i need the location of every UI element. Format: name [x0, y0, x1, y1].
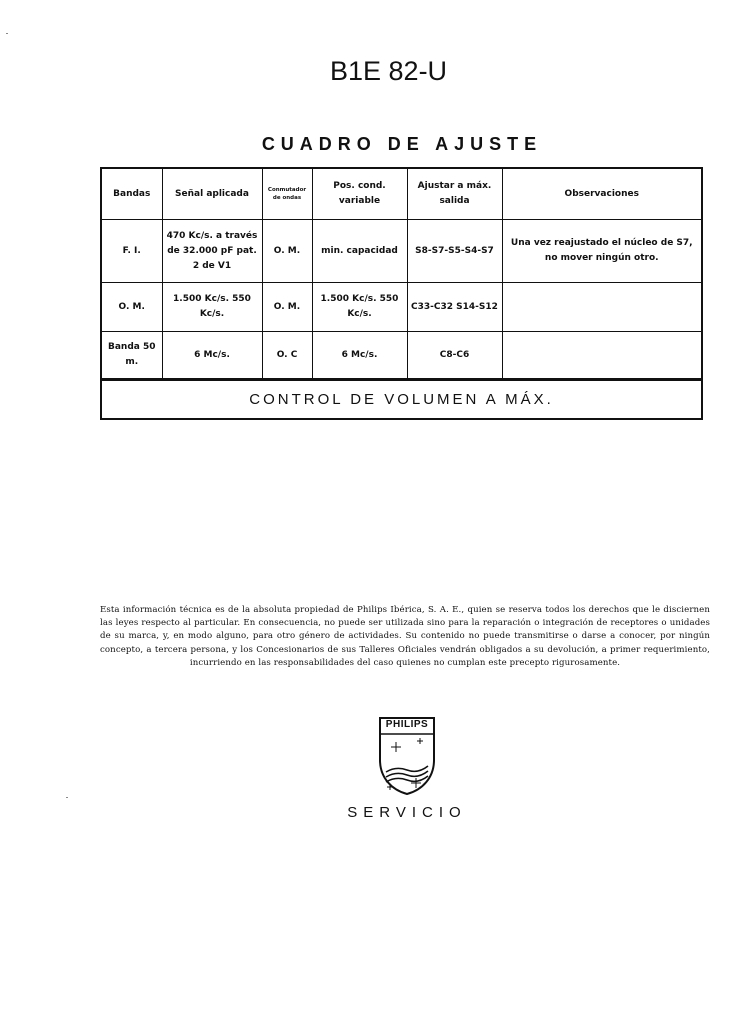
table-row [102, 332, 701, 379]
table-cell: min. capacidad [312, 220, 407, 283]
table-cell: O. M. [262, 283, 312, 332]
table-cell: C8-C6 [407, 332, 502, 379]
col-header-senal: Señal aplicada [162, 169, 262, 220]
table-cell: C33-C32 S14-S12 [407, 283, 502, 332]
page-heading: CUADRO DE AJUSTE [261, 134, 543, 154]
adjustment-table [100, 167, 703, 420]
table-cell: 6 Mc/s. [312, 332, 407, 379]
table-cell: O. C [262, 332, 312, 379]
col-header-condensador: Pos. cond. variable [312, 169, 407, 220]
table-cell: Una vez reajustado el núcleo de S7, no mover ningún otro. [502, 220, 701, 283]
table-cell: 1.500 Kc/s. 550 Kc/s. [162, 283, 262, 332]
volume-control-note: CONTROL DE VOLUMEN A MÁX. [102, 379, 701, 418]
table-row [102, 220, 701, 283]
table-cell: F. I. [102, 220, 162, 283]
table-cell: 470 Kc/s. a través de 32.000 pF pat. 2 de V1 [162, 220, 262, 283]
col-header-observaciones: Observaciones [502, 169, 701, 220]
table-cell [502, 283, 701, 332]
table-row [102, 283, 701, 332]
table-cell: O. M. [262, 220, 312, 283]
table-cell [502, 332, 701, 379]
table-header-row [102, 169, 701, 220]
col-header-ajustar: Ajustar a máx. salida [407, 169, 502, 220]
table-cell: O. M. [102, 283, 162, 332]
legal-notice: Esta información técnica es de la absoluta propiedad de Philips Ibérica, S. A. E., quien se reserva todos los derechos que le disciernen las leyes respecto al particular. En consecuencia, no puede ser utilizada sino para la reparación o integración de receptores o unidades de su marca, y, en modo alguno, para otro género de actividades. Su contenido no puede transmitirse o darse a conocer, por ningún concepto, a tercera persona, y los Concesionarios de sus Talleres Oficiales vendrán obligados a su devolución, a primer requerimiento, incurriendo en las responsabilidades del caso quienes no cumplan este precepto rigurosamente. [100, 605, 710, 668]
table-cell: 1.500 Kc/s. 550 Kc/s. [312, 283, 407, 332]
model-number: B1E 82-U [330, 56, 448, 86]
col-header-bandas: Bandas [102, 169, 162, 220]
philips-shield-icon [376, 714, 438, 796]
table-cell: S8-S7-S5-S4-S7 [407, 220, 502, 283]
table-cell: Banda 50 m. [102, 332, 162, 379]
service-label: SERVICIO [347, 804, 467, 821]
col-header-conmutador: Conmutador de ondas [262, 169, 312, 220]
scan-speck [66, 797, 68, 798]
table-cell: 6 Mc/s. [162, 332, 262, 379]
philips-logo-text: PHILIPS [385, 719, 429, 730]
scan-speck [6, 33, 8, 34]
